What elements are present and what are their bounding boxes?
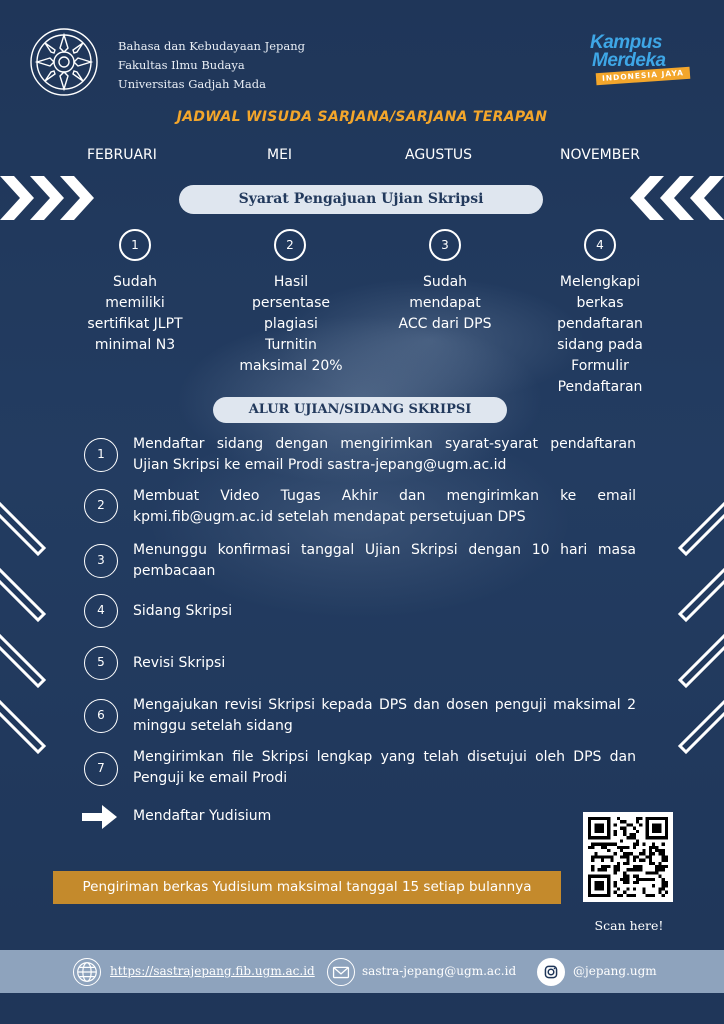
flow-title: ALUR UJIAN/SIDANG SKRIPSI: [213, 397, 507, 423]
step-text-1: Mendaftar sidang dengan mengirimkan syarat-syarat pendaftaran Ujian Skripsi ke email Prodi sastra-jepang@ugm.ac.id: [133, 436, 636, 473]
month-mei: MEI: [267, 147, 293, 163]
globe-icon: [73, 958, 101, 986]
requirement-2-line: plagiasi: [264, 316, 318, 332]
km-logo-line1: Kampus: [590, 32, 662, 53]
step-text-5: Revisi Skripsi: [133, 655, 226, 671]
month-agustus: AGUSTUS: [405, 147, 472, 163]
requirement-1-line: sertifikat JLPT: [87, 316, 183, 332]
requirement-number-3: 3: [429, 229, 461, 261]
kampus-merdeka-logo: [586, 30, 698, 86]
month-februari: FEBRUARI: [87, 147, 157, 163]
mail-icon: [327, 958, 355, 986]
step-number-1: 1: [84, 438, 118, 472]
step-text-7: Mengirimkan file Skripsi lengkap yang telah disetujui oleh DPS dan Penguji ke email Prodi: [133, 749, 636, 786]
schedule-title: JADWAL WISUDA SARJANA/SARJANA TERAPAN: [176, 109, 548, 125]
ugm-seal-logo: [28, 26, 100, 98]
institution-line-1: Bahasa dan Kebudayaan Jepang: [118, 39, 306, 53]
qr-code[interactable]: [583, 812, 673, 902]
requirement-4-line: berkas: [576, 295, 624, 311]
requirement-3-line: Sudah: [422, 274, 468, 290]
scan-caption: Scan here!: [594, 918, 664, 933]
step-text-3: Menunggu konfirmasi tanggal Ujian Skripsi dengan 10 hari masa pembacaan: [133, 542, 636, 579]
requirements-title: Syarat Pengajuan Ujian Skripsi: [179, 185, 543, 214]
step-text-6: Mengajukan revisi Skripsi kepada DPS dan dosen penguji maksimal 2 minggu setelah sidang: [133, 697, 636, 734]
arrow-right-icon: [82, 804, 118, 830]
yudisium-deadline-note: Pengiriman berkas Yudisium maksimal tanggal 15 setiap bulannya: [53, 871, 561, 904]
institution-line-2: Fakultas Ilmu Budaya: [118, 58, 245, 72]
website-link[interactable]: https://sastrajepang.fib.ugm.ac.id: [110, 964, 315, 978]
decorative-chevrons-right: [624, 170, 724, 226]
decorative-chevrons-left: [0, 170, 100, 226]
step-number-4: 4: [84, 594, 118, 628]
requirement-number-1: 1: [119, 229, 151, 261]
step-number-6: 6: [84, 699, 118, 733]
email-link[interactable]: sastra-jepang@ugm.ac.id: [362, 964, 517, 978]
month-november: NOVEMBER: [560, 147, 640, 163]
institution-name: [118, 37, 305, 94]
decorative-lines-left: [0, 480, 50, 760]
requirement-4-line: pendaftaran: [557, 316, 643, 332]
step-text-2: Membuat Video Tugas Akhir dan mengirimkan ke email kpmi.fib@ugm.ac.id setelah mendapat persetujuan DPS: [133, 488, 636, 525]
requirement-text-2: [226, 272, 356, 377]
step-number-2: 2: [84, 489, 118, 523]
instagram-icon: [537, 958, 565, 986]
step-number-3: 3: [84, 544, 118, 578]
requirement-4-line: Pendaftaran: [557, 379, 643, 395]
km-logo-line2: Merdeka: [592, 50, 666, 71]
requirement-4-line: sidang pada: [557, 337, 643, 353]
step-number-7: 7: [84, 752, 118, 786]
institution-line-3: Universitas Gadjah Mada: [118, 77, 266, 91]
requirement-text-4: [530, 272, 670, 398]
step-number-5: 5: [84, 646, 118, 680]
requirement-2-line: persentase: [251, 295, 330, 311]
requirement-1-line: memiliki: [105, 295, 165, 311]
requirement-3-line: mendapat: [409, 295, 481, 311]
requirement-2-line: maksimal 20%: [239, 358, 343, 374]
requirement-2-line: Turnitin: [265, 337, 317, 353]
final-step-text: Mendaftar Yudisium: [133, 808, 272, 824]
qr-code-pattern: [588, 817, 668, 897]
requirement-3-line: ACC dari DPS: [398, 316, 492, 332]
requirement-4-line: Formulir: [571, 358, 629, 374]
requirement-4-line: Melengkapi: [559, 274, 641, 290]
decorative-lines-right: [674, 480, 724, 760]
requirement-number-4: 4: [584, 229, 616, 261]
requirement-2-line: Hasil: [273, 274, 309, 290]
km-logo-line3: INDONESIA JAYA: [596, 67, 691, 86]
instagram-handle[interactable]: @jepang.ugm: [573, 964, 657, 978]
step-text-4: Sidang Skripsi: [133, 603, 233, 619]
requirement-1-line: Sudah: [112, 274, 158, 290]
requirement-number-2: 2: [274, 229, 306, 261]
requirement-1-line: minimal N3: [94, 337, 176, 353]
requirement-text-3: [380, 272, 510, 335]
requirement-text-1: [70, 272, 200, 356]
